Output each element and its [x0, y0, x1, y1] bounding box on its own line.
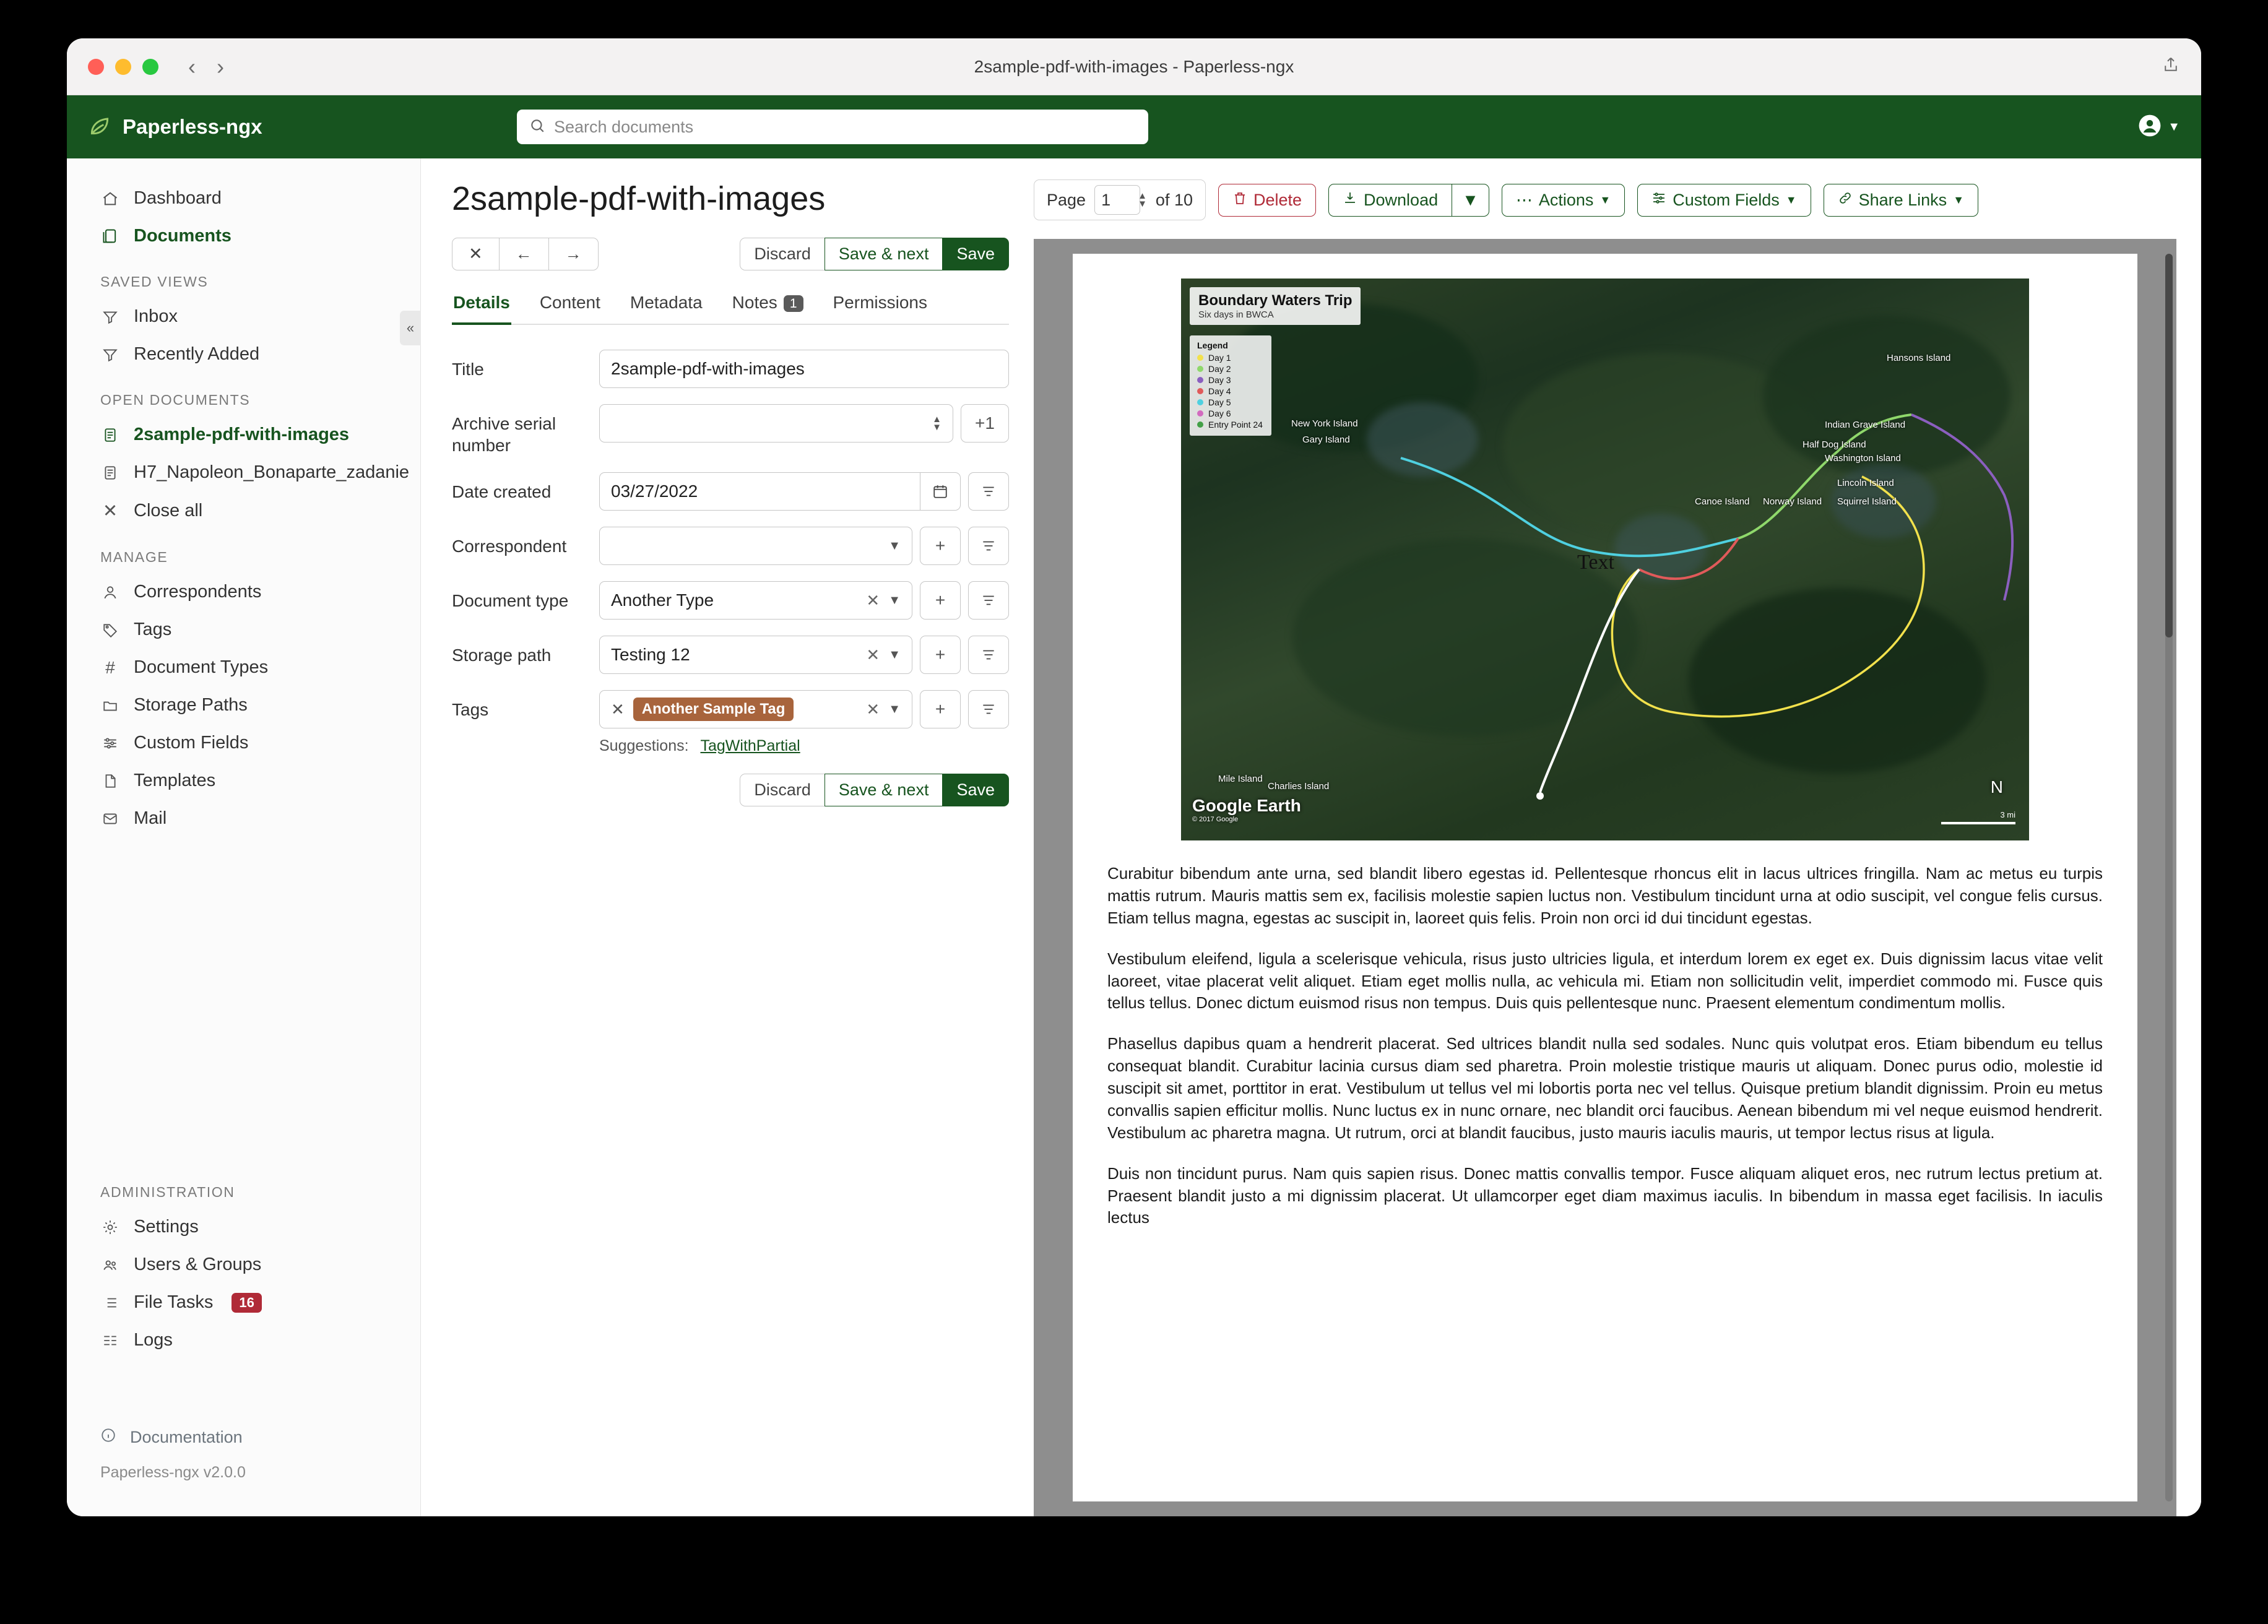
sidebar-item-users-groups[interactable] [67, 1246, 420, 1284]
preview-toolbar [1034, 179, 2176, 220]
tab-metadata[interactable] [629, 287, 704, 324]
tab-label: Metadata [630, 293, 703, 312]
tab-label: Content [539, 293, 600, 312]
tab-label: Notes [732, 293, 777, 312]
sidebar-item-custom-fields[interactable] [67, 724, 420, 762]
document-preview-pane [1034, 158, 2201, 1516]
stepper-icon[interactable]: ▲ ▼ [932, 413, 941, 433]
tag-suggestions [599, 737, 1009, 755]
preview-scrollbar[interactable] [2165, 254, 2173, 1501]
map-label: Norway Island [1763, 496, 1822, 507]
sidebar-item-label: Templates [134, 771, 216, 790]
caret-down-icon: ▼ [1599, 193, 1611, 206]
sidebar-item-file-tasks[interactable] [67, 1284, 420, 1321]
suggestion-tag-link[interactable]: TagWithPartial [700, 737, 800, 754]
add-document-type-button[interactable]: + [920, 581, 961, 620]
home-icon [100, 190, 120, 207]
sidebar-item-label: Close all [134, 501, 203, 520]
sidebar-item-label: Tags [134, 620, 172, 639]
close-window-button[interactable] [88, 59, 104, 75]
documentation-link[interactable] [67, 1420, 420, 1455]
tags-select[interactable] [599, 690, 912, 728]
date-filter-button[interactable] [968, 472, 1009, 511]
app-version: Paperless-ngx v2.0.0 [100, 1464, 246, 1481]
sidebar-item-logs[interactable] [67, 1321, 420, 1359]
delete-label: Delete [1253, 190, 1302, 209]
legend-title: Legend [1197, 340, 1228, 350]
map-label: Washington Island [1825, 453, 1901, 464]
tag-chip[interactable]: Another Sample Tag [633, 698, 794, 721]
tab-notes[interactable] [731, 287, 805, 324]
image-overlay-text: Text [1577, 551, 1614, 574]
search-icon [529, 118, 545, 137]
doctype-label: Document type [452, 591, 569, 610]
app-body [67, 158, 2201, 1516]
field-asn-row [452, 404, 1009, 456]
map-label: Squirrel Island [1837, 496, 1897, 507]
sidebar-item-label: Mail [134, 808, 167, 828]
legend-item: Day 5 [1208, 397, 1231, 407]
calendar-icon[interactable] [920, 472, 961, 511]
manage-title: MANAGE [100, 549, 168, 565]
map-scale [1941, 810, 2015, 824]
document-type-value: Another Type [611, 590, 714, 610]
tab-details[interactable] [452, 287, 511, 324]
save-button-bottom[interactable]: Save [942, 774, 1009, 806]
file-icon [100, 773, 120, 789]
storage-path-label: Storage path [452, 646, 552, 665]
download-label: Download [1364, 190, 1439, 209]
download-button[interactable] [1328, 184, 1452, 217]
delete-button[interactable] [1218, 184, 1316, 217]
sidebar-item-inbox[interactable] [67, 298, 420, 335]
sidebar-item-label: Dashboard [134, 188, 222, 208]
map-label: Gary Island [1302, 434, 1350, 445]
tags-label: Tags [452, 700, 489, 719]
caret-down-icon[interactable]: ▼ [888, 647, 901, 662]
suggestions-label: Suggestions: [599, 737, 689, 754]
sidebar-item-settings[interactable] [67, 1208, 420, 1246]
map-label: Indian Grave Island [1825, 420, 1906, 430]
sidebar-item-close-all[interactable] [67, 491, 420, 530]
brand-name: Paperless-ngx [123, 115, 262, 138]
people-icon [100, 1257, 120, 1273]
sidebar-item-open-doc-1[interactable] [67, 416, 420, 454]
field-date-row [452, 472, 1009, 511]
window-controls[interactable] [88, 59, 158, 75]
image-caption [1190, 287, 1361, 325]
map-legend [1190, 335, 1271, 436]
sidebar-item-storage-paths[interactable] [67, 686, 420, 724]
app-header [67, 95, 2201, 158]
caret-down-icon[interactable]: ▼ [888, 702, 901, 716]
custom-fields-label: Custom Fields [1673, 190, 1780, 209]
field-correspondent-row [452, 527, 1009, 565]
image-caption-title: Boundary Waters Trip [1198, 292, 1353, 309]
sidebar-item-label: Settings [134, 1217, 199, 1237]
legend-item: Day 6 [1208, 408, 1231, 418]
page-navigation[interactable] [1034, 179, 1206, 220]
maximize-window-button[interactable] [142, 59, 158, 75]
file-text-icon [100, 427, 120, 443]
scrollbar-thumb[interactable] [2165, 254, 2173, 637]
brand[interactable] [88, 114, 262, 140]
sidebar-item-dashboard[interactable] [67, 179, 420, 217]
add-correspondent-button[interactable]: + [920, 527, 961, 565]
page-number-input[interactable]: 1 [1094, 185, 1140, 215]
sidebar-item-label: Correspondents [134, 582, 262, 602]
tab-label: Permissions [833, 293, 927, 312]
date-label: Date created [452, 482, 552, 501]
trash-icon [1232, 191, 1247, 210]
main-content [421, 158, 2201, 1516]
window-title: 2sample-pdf-with-images - Paperless-ngx [974, 56, 1294, 76]
user-menu[interactable] [2138, 114, 2180, 140]
add-tag-button[interactable]: + [920, 690, 961, 728]
back-icon[interactable]: ‹ [188, 53, 196, 79]
page-label: Page [1047, 190, 1086, 209]
field-storage-row [452, 636, 1009, 674]
user-circle-icon[interactable] [2138, 114, 2162, 140]
paragraph: Vestibulum eleifend, ligula a scelerisque vehicula, risus justo ultricies ligula, et interdum lorem ex eget ex. Duis dignissim lacus vitae velit laoreet, vitae placerat velit aliquet. Etiam eget mollis nulla, ac vehicula mi. Etiam non sollicitudin velit, imperdiet commodo mi. Fusce quis tellus tellus. Donec dictum euismod risus non tempus. Duis quis pellentesque nunc. Praesent elementum condimentum mollis. [1107, 949, 2103, 1013]
sidebar [67, 158, 421, 1516]
scale-label: 3 mi [2000, 810, 2015, 819]
funnel-icon [100, 347, 120, 363]
link-icon [1838, 191, 1853, 210]
fields-icon [1651, 191, 1666, 210]
discard-button-bottom[interactable]: Discard [740, 774, 825, 806]
image-caption-sub: Six days in BWCA [1198, 309, 1274, 320]
tab-permissions[interactable] [832, 287, 928, 324]
tag-icon [100, 622, 120, 638]
map-label: Mile Island [1218, 774, 1263, 784]
previous-document-button[interactable]: ← [499, 238, 549, 270]
tab-label: Details [453, 293, 510, 312]
person-icon [100, 584, 120, 600]
sidebar-item-label: Document Types [134, 657, 269, 677]
ellipsis-icon: ⋯ [1515, 190, 1533, 209]
pdf-page [1073, 254, 2137, 1501]
watermark-label: Google Earth [1192, 796, 1301, 815]
add-storage-path-button[interactable]: + [920, 636, 961, 674]
funnel-icon [100, 309, 120, 325]
list-columns-icon [100, 1332, 120, 1349]
open-documents-title: OPEN DOCUMENTS [100, 392, 251, 408]
share-links-label: Share Links [1858, 190, 1947, 209]
caret-down-icon[interactable]: ▼ [888, 593, 901, 607]
map-label: Canoe Island [1695, 496, 1750, 507]
sidebar-item-label: Logs [134, 1330, 173, 1350]
correspondent-filter-button[interactable] [968, 527, 1009, 565]
map-label: Lincoln Island [1837, 478, 1894, 488]
storage-path-select[interactable] [599, 636, 912, 674]
sidebar-item-label: 2sample-pdf-with-images [134, 425, 350, 444]
legend-item: Day 2 [1208, 364, 1231, 374]
sidebar-item-templates[interactable] [67, 762, 420, 800]
discard-button-top[interactable]: Discard [740, 238, 825, 270]
sidebar-item-recently-added[interactable] [67, 335, 420, 373]
sidebar-item-tags[interactable] [67, 611, 420, 649]
share-links-button[interactable] [1824, 184, 1978, 217]
paragraph: Curabitur bibendum ante urna, sed blandit libero egestas id. Pellentesque rhoncus elit in lacus ultrices fringilla. Nam ac metus eu turpis mattis rutrum. Mauris mattis sem ex, facilisis molestie sapien luctus non. Vestibulum tincidunt urna at odio suscipit, vel congue felis cursus. Etiam tellus magna, egestas ac suscipit in, laoreet quis felis. Proin non orci id dui tincidunt egestas. [1107, 864, 2103, 927]
save-next-button-top[interactable]: Save & next [825, 238, 943, 270]
paragraph: Phasellus dapibus quam a hendrerit placerat. Sed ultrices blandit nulla sed sodales. Nunc quis volutpat eros. Etiam bibendum eu tellus consequat blandit. Curabitur lacinia cursus diam sed pharetra. Proin molestie tristique mauris ut aliquam. Donec purus odio, molestie id suscipit sit amet, porttitor in erat. Vestibulum ut tellus vel mi lobortis porta nec vel tellus. Quisque pretium blandit dignissim. Proin eu metus convallis sapien efficitur mollis. Nunc luctus ex in nunc ornare, nec blandit orci faucibus. Aenean bibendum mi vel neque euismod hendrerit. Vestibulum ac pharetra magna. Ut rutrum, orci at blandit faucibus, justo mauris iaculis mauris, ut tempor lectus risus at ligula. [1107, 1034, 2103, 1142]
sidebar-item-label: Documents [134, 226, 232, 246]
map-label: Half Dog Island [1803, 439, 1866, 450]
sidebar-item-document-types[interactable] [67, 649, 420, 686]
sidebar-item-label: File Tasks [134, 1292, 214, 1312]
tags-filter-button[interactable] [968, 690, 1009, 728]
download-group [1328, 184, 1489, 217]
minimize-window-button[interactable] [115, 59, 131, 75]
info-circle-icon [100, 1427, 116, 1448]
storage-path-value: Testing 12 [611, 645, 690, 664]
tab-content[interactable] [539, 287, 602, 324]
map-label: Hansons Island [1887, 353, 1951, 363]
caret-down-icon[interactable]: ▼ [2168, 119, 2180, 134]
compass-icon: N [1990, 777, 2003, 797]
clear-tags-icon[interactable]: ✕ [866, 699, 880, 719]
file-stack-icon [100, 228, 120, 245]
asn-next-button[interactable]: +1 [961, 404, 1009, 443]
actions-label: Actions [1538, 190, 1594, 209]
sidebar-item-open-doc-2[interactable] [67, 454, 420, 491]
sidebar-item-label: Users & Groups [134, 1255, 262, 1274]
document-tabs [452, 287, 1009, 325]
pdf-viewer[interactable] [1034, 239, 2176, 1516]
sidebar-item-label: Storage Paths [134, 695, 248, 715]
close-document-button[interactable]: ✕ [452, 238, 500, 270]
field-doctype-row [452, 581, 1009, 620]
correspondent-label: Correspondent [452, 537, 567, 556]
search-placeholder: Search documents [554, 117, 694, 136]
map-label: Charlies Island [1268, 781, 1330, 792]
field-title-row [452, 350, 1009, 388]
download-dropdown-button[interactable]: ▼ [1452, 184, 1489, 217]
administration-title: ADMINISTRATION [100, 1184, 235, 1200]
actions-button[interactable] [1502, 184, 1625, 217]
correspondent-select[interactable] [599, 527, 912, 565]
legend-item: Entry Point 24 [1208, 420, 1263, 430]
edit-bottom-actions [452, 774, 1009, 806]
clear-storage-path-icon[interactable]: ✕ [866, 645, 880, 664]
asn-label: Archive serial number [452, 414, 556, 455]
caret-down-icon[interactable]: ▼ [888, 538, 901, 553]
watermark-sub: © 2017 Google [1192, 816, 1239, 823]
sidebar-item-label: H7_Napoleon_Bonaparte_zadanie [134, 462, 410, 482]
app-window [67, 38, 2201, 1516]
paragraph: Duis non tincidunt purus. Nam quis sapien risus. Donec mattis convallis tempor. Fusce aliquam aliquet eros, nec rutrum lectus pretium at. Praesent blandit justo a mi dignissim placerat. Ut ullamcorper eget diam maximus iaculis. In bibendum in massa eget facilisis. In iaculis lectus [1107, 1164, 2103, 1227]
page-total-label: of 10 [1155, 190, 1193, 209]
caret-down-icon: ▼ [1785, 193, 1797, 206]
saved-views-title: SAVED VIEWS [100, 274, 209, 290]
share-icon[interactable] [2162, 56, 2180, 77]
legend-item: Day 1 [1208, 353, 1231, 363]
custom-fields-button[interactable] [1637, 184, 1811, 217]
legend-item: Day 4 [1208, 386, 1231, 396]
next-document-button[interactable]: → [548, 238, 599, 270]
asn-input[interactable] [599, 404, 953, 443]
save-next-button-bottom[interactable]: Save & next [825, 774, 943, 806]
document-type-select[interactable] [599, 581, 912, 620]
sidebar-item-label: Inbox [134, 306, 178, 326]
window-titlebar [67, 38, 2201, 95]
google-earth-watermark [1192, 796, 1301, 823]
document-edit-pane [421, 158, 1034, 1516]
file-tasks-badge: 16 [232, 1293, 261, 1313]
list-icon [100, 1295, 120, 1311]
sliders-icon [100, 735, 120, 751]
clear-document-type-icon[interactable]: ✕ [866, 590, 880, 610]
page-title: 2sample-pdf-with-images [452, 180, 826, 217]
sidebar-item-label: Recently Added [134, 344, 260, 364]
field-tags-row [452, 690, 1009, 728]
legend-item: Day 3 [1208, 375, 1231, 385]
edit-toolbar [452, 238, 1009, 270]
sidebar-item-correspondents[interactable] [67, 573, 420, 611]
download-icon [1343, 191, 1357, 210]
documentation-label: Documentation [130, 1428, 243, 1446]
date-created-input[interactable]: 03/27/2022 [599, 472, 920, 511]
document-type-filter-button[interactable] [968, 581, 1009, 620]
search-input[interactable] [517, 110, 1148, 144]
map-label: New York Island [1291, 418, 1358, 429]
file-text-icon [100, 465, 120, 481]
storage-path-filter-button[interactable] [968, 636, 1009, 674]
notes-count-badge: 1 [784, 295, 803, 312]
x-icon: ✕ [102, 501, 118, 521]
page-stepper-icon[interactable]: ▲ ▼ [1138, 190, 1147, 209]
embedded-map-image [1181, 279, 2029, 840]
hash-icon: # [105, 657, 115, 677]
forward-icon[interactable]: › [217, 53, 224, 79]
folder-icon [100, 698, 120, 714]
sidebar-item-label: Custom Fields [134, 733, 249, 753]
gear-icon [100, 1219, 120, 1235]
sidebar-item-documents[interactable] [67, 217, 420, 255]
remove-tag-icon[interactable]: ✕ [611, 699, 625, 719]
title-label: Title [452, 360, 484, 379]
save-button-top[interactable]: Save [942, 238, 1009, 270]
title-input[interactable]: 2sample-pdf-with-images [599, 350, 1009, 388]
leaf-icon [88, 114, 111, 140]
sidebar-item-mail[interactable] [67, 800, 420, 837]
envelope-icon [100, 811, 120, 827]
caret-down-icon: ▼ [1953, 193, 1965, 206]
sidebar-collapse-button[interactable]: « [400, 311, 421, 345]
